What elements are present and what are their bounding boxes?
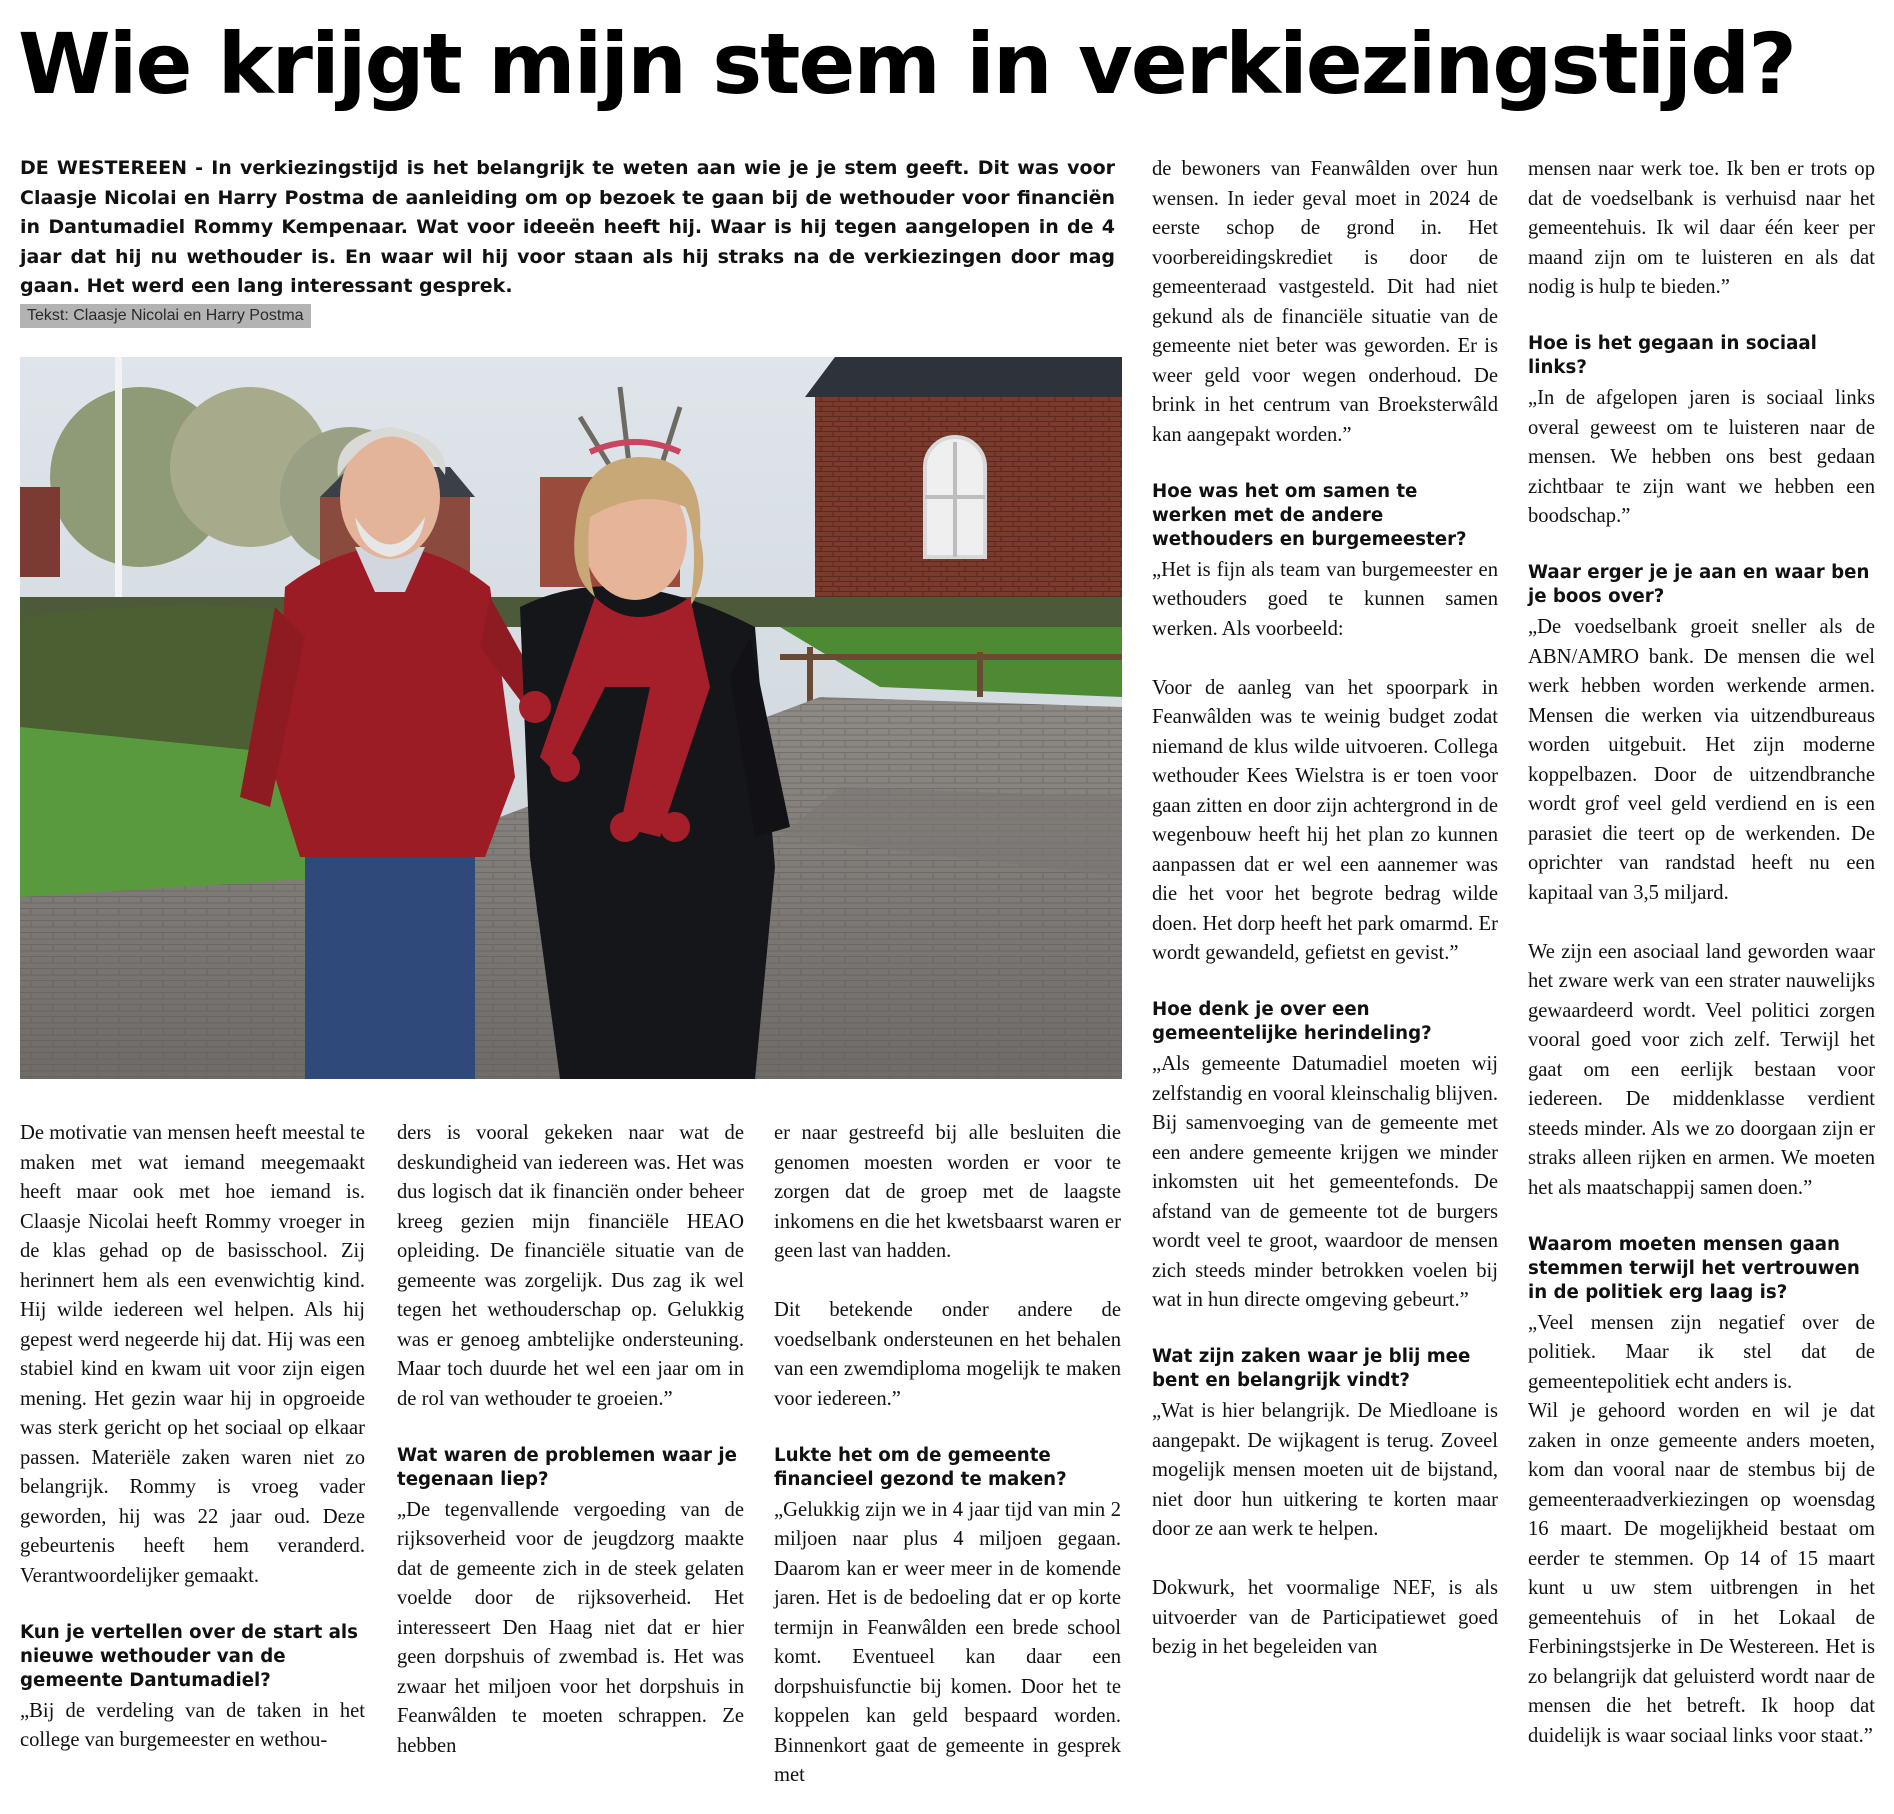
flag-pole	[115, 357, 122, 602]
paragraph: We zijn een asociaal land geworden waar het zware werk van een strater nauwelijks gewaardeerd wordt. Veel politici zorgen vooral goed voor zich zelf. Terwijl het gaat om een eerlijk bestaan voor iedereen. De middenklasse verdient steeds minder. Als we zo doorgaan zijn er straks alleen rijken en armen. We moeten het als maatschappij samen doen.”	[1528, 940, 1875, 1199]
paragraph: er naar gestreefd bij alle besluiten die genomen moesten worden er voor te zorgen dat de groep met de laagste inkomens en die het kwetsbaarst waren er geen last van hadden.	[774, 1122, 1121, 1262]
paragraph: „Bij de verdeling van de taken in het college van burgemeester en wethou-	[20, 1699, 365, 1751]
interview-question: Kun je vertellen over de start als nieuwe wethouder van de gemeente Dantumadiel?	[20, 1621, 358, 1691]
interview-question: Waarom moeten mensen gaan stemmen terwijl het vertrouwen in de politiek erg laag is?	[1528, 1233, 1860, 1303]
paragraph: Voor de aanleg van het spoorpark in Feanwâlden was te weinig budget zodat niemand de klus wilde uitvoeren. Collega wethouder Kees Wielstra is er toen voor gaan zitten en door zijn achtergrond in de wegenbouw heeft hij het plan zo kunnen aanpassen dat er wel een aannemer was die het voor het begrote bedrag wilde doen. Het dorp heeft het park omarmd. Er wordt gewandeld, gefietst en gevist.”	[1152, 676, 1498, 964]
paragraph: Wil je gehoord worden en wil je dat zaken in onze gemeente anders moeten, kom dan vooral naar de stembus bij de gemeenteraadverkiezingen op woensdag 16 maart. De mogelijkheid bestaat om eerder te stemmen. Op 14 of 15 maart kunt u uw stem uitbrengen in het gemeentehuis of in het Lokaal de Ferbiningstsjerke in De Westereen. Het is zo belangrijk dat geluisterd wordt naar de mensen die het betreft. Ik hoop dat duidelijk is waar sociaal links voor staat.”	[1528, 1400, 1875, 1747]
article-intro: DE WESTEREEN - In verkiezingstijd is het belangrijk te weten aan wie je je stem geeft. Dit was voor Claasje Nicolai en Harry Postma de aanleiding om op bezoek te gaan bij de wethouder voor financiën in Dantumadiel Rommy Kempenaar. Wat voor ideeën heeft hij. Waar is hij tegen aangelopen in de 4 jaar dat hij nu wethouder is. En waar wil hij voor staan als hij straks na de verkiezingen door mag gaan. Het werd een lang interessant gesprek.	[20, 157, 1115, 297]
paragraph: „De voedselbank groeit sneller als de ABN/AMRO bank. De mensen die wel werk hebben worden werkende armen. Mensen die werken via uitzendbureaus worden uitgebuit. Het zijn moderne koppelbazen. Door de uitzendbranche wordt grof veel geld verdiend en is een parasiet die teert op de werkenden. De oprichter van randstad heeft nu een kapitaal van 3,5 miljard.	[1528, 616, 1875, 904]
column-2	[397, 1119, 744, 1761]
interview-question: Waar erger je je aan en waar ben je boos over?	[1528, 562, 1870, 607]
paragraph: „Als gemeente Datumadiel moeten wij zelfstandig en vooral kleinschalig blijven. Bij samenvoeging van de gemeente met een andere gemeente krijgen we minder inkomsten uit het gemeentefonds. De afstand van de gemeente tot de burgers wordt veel te groot, waardoor de mensen zich steeds minder betrokken voelen bij wat in hun directe omgeving gebeurt.”	[1152, 1053, 1498, 1311]
column-4	[1152, 155, 1498, 1663]
paragraph: ders is vooral gekeken naar wat de deskundigheid van iedereen was. Het was dus logisch dat ik financiën onder beheer kreeg gezien mijn financiële HEAO opleiding. De financiële situatie van de gemeente was zorgelijk. Dus zag ik wel tegen het wethouderschap op. Gelukkig was er genoeg ambtelijke ondersteuning. Maar toch duurde het wel een jaar om in de rol van wethouder te groeien.”	[397, 1122, 744, 1410]
interview-question: Hoe is het gegaan in sociaal links?	[1528, 333, 1817, 378]
paragraph: „In de afgelopen jaren is sociaal links overal geweest om te luisteren naar de mensen. We hebben ons best gedaan zichtbaar te zijn want we hebben een boodschap.”	[1528, 387, 1875, 527]
column-1	[20, 1119, 365, 1756]
paragraph: De motivatie van mensen heeft meestal te maken met wat iemand meegemaakt heeft maar ook met hoe iemand is. Claasje Nicolai heeft Rommy vroeger in de klas gehad op de basisschool. Zij herinnert hem als een evenwichtig kind. Hij wilde iedereen wel helpen. Als hij gepest werd negeerde hij dat. Hij was een stabiel kind en kwam uit voor zijn eigen mening. Het gezin waar hij in opgroeide was sterk gericht op het sociaal op elkaar passen. Materiële zaken waren niet zo belangrijk. Rommy is vroeg vader geworden, hij was 22 jaar oud. Deze gebeurtenis heeft hem veranderd. Verantwoordelijker gemaakt.	[20, 1122, 365, 1587]
paragraph: „Veel mensen zijn negatief over de politiek. Maar ik stel dat de gemeentepolitiek echt anders is.	[1528, 1311, 1875, 1393]
paragraph: mensen naar werk toe. Ik ben er trots op dat de voedselbank is verhuisd naar het gemeentehuis. Ik wil daar één keer per maand zijn om te luisteren en als dat nodig is hulp te bieden.”	[1528, 158, 1875, 298]
column-3	[774, 1119, 1121, 1791]
interview-question: Hoe denk je over een gemeentelijke herindeling?	[1152, 999, 1432, 1044]
author-credit: Tekst: Claasje Nicolai en Harry Postma	[20, 304, 311, 328]
interview-question: Lukte het om de gemeente financieel gezond te maken?	[774, 1444, 1067, 1490]
paragraph: „Gelukkig zijn we in 4 jaar tijd van min 2 miljoen naar plus 4 miljoen gegaan. Daarom kan er weer meer in de komende jaren. Het is de bedoeling dat er op korte termijn in Feanwâlden een brede school komt. Eventueel kan daar een dorpshuisfunctie bij komen. Door het te koppelen kan geld bespaard worden. Binnenkort gaat de gemeente in gesprek met	[774, 1498, 1121, 1786]
paragraph: Dit betekende onder andere de voedselbank ondersteunen en het behalen van een zwemdiploma mogelijk te maken voor iedereen.”	[774, 1299, 1121, 1410]
paragraph: Dokwurk, het voormalige NEF, is als uitvoerder van de Participatiewet goed bezig in het begeleiden van	[1152, 1577, 1498, 1658]
paragraph: „Het is fijn als team van burgemeester en wethouders goed te kunnen samen werken. Als voorbeeld:	[1152, 558, 1498, 640]
article-photo	[20, 357, 1122, 1079]
interview-question: Wat waren de problemen waar je tegenaan liep?	[397, 1444, 737, 1490]
interview-question: Hoe was het om samen te werken met de andere wethouders en burgemeester?	[1152, 480, 1467, 550]
paragraph: „De tegenvallende vergoeding van de rijksoverheid voor de jeugdzorg maakte dat de gemeente zich in de steek gelaten voelde door de rijksoverheid. Het interesseert Den Haag niet dat er hier geen dorpshuis of zwembad is. Het was zwaar het miljoen voor het dorpshuis in Feanwâlden te moeten schrappen. Ze hebben	[397, 1498, 744, 1757]
article-headline: Wie krijgt mijn stem in verkiezingstijd?	[18, 15, 1795, 113]
paragraph: „Wat is hier belangrijk. De Miedloane is aangepakt. De wijkagent is terug. Zoveel mogelijk mensen moeten uit de bijstand, niet door hun uitkering te korten maar door ze aan werk te helpen.	[1152, 1400, 1498, 1540]
column-5	[1528, 155, 1875, 1751]
interview-question: Wat zijn zaken waar je blij mee bent en belangrijk vindt?	[1152, 1346, 1471, 1391]
paragraph: de bewoners van Feanwâlden over hun wensen. In ieder geval moet in 2024 de eerste schop de grond in. Het voorbereidingskrediet is door de gemeenteraad vastgesteld. Dit had niet gekund als de financiële situatie van de gemeente niet beter was geworden. Er is weer geld voor wegen onderhoud. De brink in het centrum van Broeksterwâld kan aangepakt worden.”	[1152, 158, 1498, 446]
